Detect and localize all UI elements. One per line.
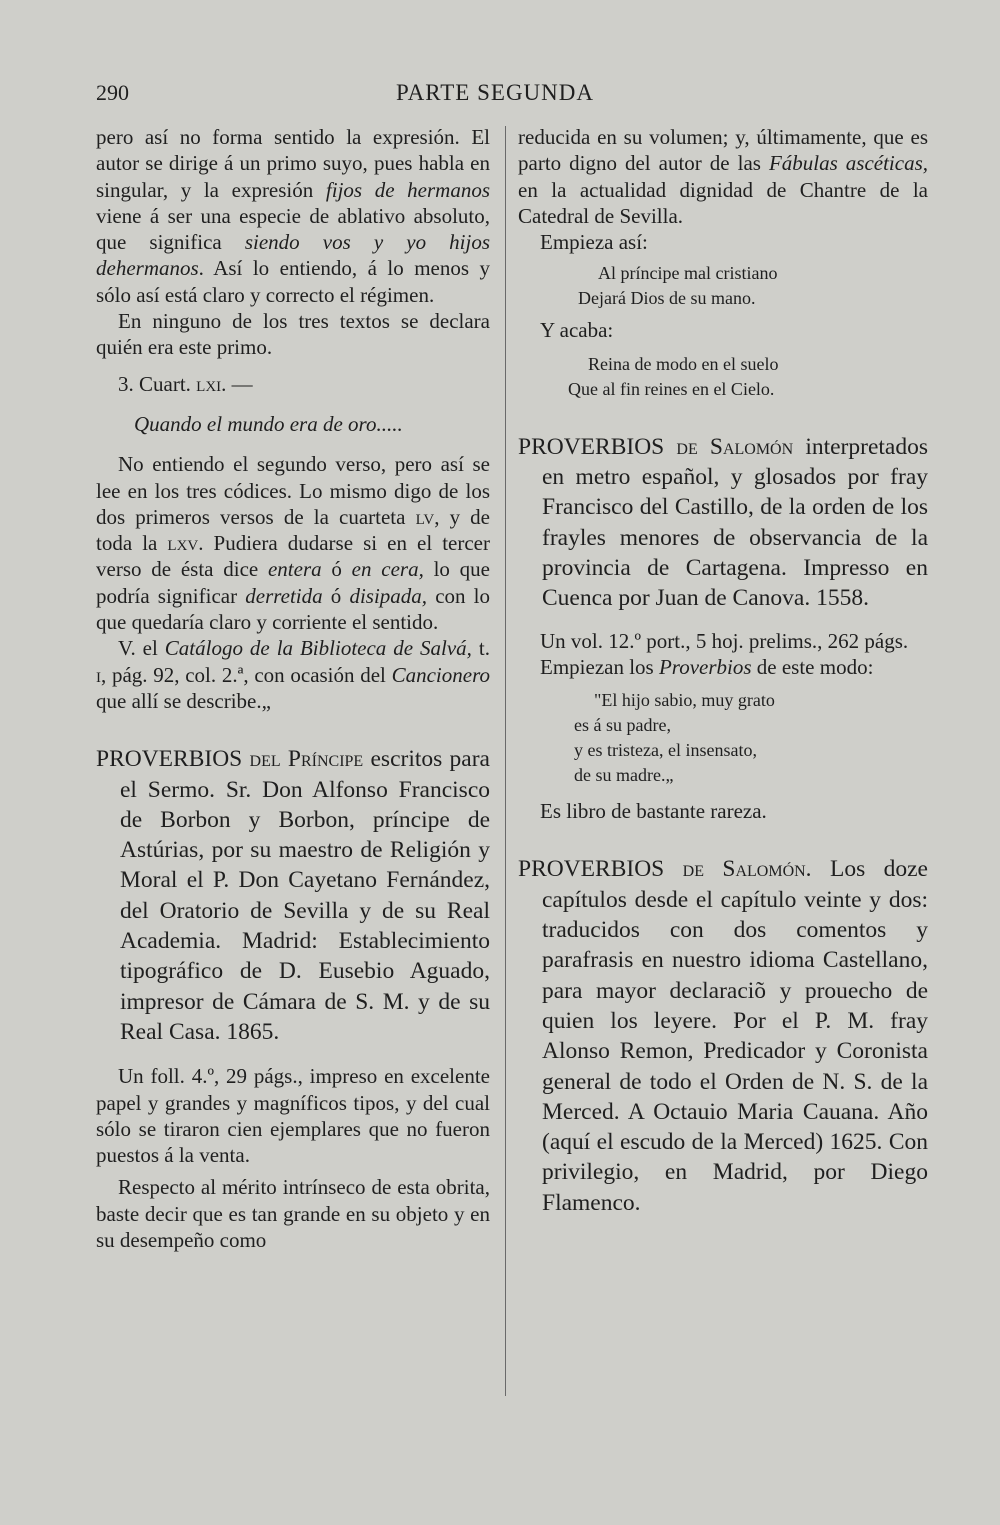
page-number: 290 (96, 80, 129, 105)
left-column (96, 120, 490, 1253)
paragraph: 3. Cuart. lxi. — (118, 371, 253, 396)
entry-description: Un foll. 4.º, 29 págs., impreso en excelente papel y grandes y magníficos tipos, y del cual sólo se tiraron cien ejemplares que no fueron puestos á la venta. (96, 1064, 490, 1168)
catalog-entry: PROVERBIOS de Salomón interpretados en metro español, y glosados por fray Francisco del Castillo, de la orden de los frayles menores de observancia de la provincia de Cartagena. Impresso en Cuenca por Juan de Canova. 1558. (518, 433, 928, 612)
entry-description: Un vol. 12.º port., 5 hoj. prelims., 262 págs. (540, 628, 909, 653)
verse-line: Dejará Dios de su mano. (578, 288, 756, 309)
page-header (96, 80, 626, 114)
column-divider (505, 126, 506, 1396)
paragraph: Empiezan los Proverbios de este modo: (540, 654, 874, 679)
paragraph: Respecto al mérito intrínseco de esta obrita, baste decir que es tan grande en su objeto y en su desempeño como (96, 1175, 490, 1252)
verse-line: y es tristeza, el insensato, (574, 740, 757, 761)
paragraph: Y acaba: (540, 318, 614, 343)
verse-line: de su madre.„ (574, 765, 674, 786)
paragraph: No entiendo el segundo verso, pero así se lee en los tres códices. Lo mismo digo de los dos primeros versos de la cuarteta lv, y de toda la lxv. Pudiera dudarse si en el tercer verso de ésta dice entera ó en cera, lo que podría significar derretida ó disipada, con lo que quedaría claro y corriente el sentido. (96, 452, 491, 635)
verse-line: "El hijo sabio, muy grato (594, 690, 775, 711)
catalog-entry: PROVERBIOS de Salomón. Los doze capítulos desde el capítulo veinte y dos: traducidos con dos comentos y parafrasis en nuestro idioma Castellano, para mayor declaraciõ y prouecho de quien los leyere. Por el P. M. fray Alonso Remon, Predicador y Coronista general de todo el Orden de N. S. de la Merced. A Octauio Maria Cauana. Año (aquí el escudo de la Merced) 1625. Con privilegio, en Madrid, por Diego Flamenco. (518, 856, 928, 1216)
verse-line: Reina de modo en el suelo (588, 353, 779, 374)
quoted-verse: Quando el mundo era de oro..... (134, 411, 403, 436)
paragraph: V. el Catálogo de la Biblioteca de Salvá, t. i, pág. 92, col. 2.ª, con ocasión del Cancionero que allí se describe.„ (96, 636, 490, 713)
verse-line: Al príncipe mal cristiano (598, 263, 778, 284)
paragraph: pero así no forma sentido la expresión. El autor se dirige á un primo suyo, pues habla en singular, y la expresión fijos de hermanos viene á ser una especie de ablativo absoluto, que significa siendo vos y yo hijos dehermanos. Así lo entiendo, á lo menos y sólo así está claro y correcto el régimen. (96, 125, 490, 307)
paragraph: Es libro de bastante rareza. (540, 799, 767, 824)
right-column (518, 120, 928, 1218)
catalog-entry: PROVERBIOS del Príncipe escritos para el Sermo. Sr. Don Alfonso Francisco de Borbon y Borbon, príncipe de Astúrias, por su maestro de Religión y Moral el P. Don Cayetano Fernández, del Oratorio de Sevilla y de su Real Academia. Madrid: Establecimiento tipográfico de D. Eusebio Aguado, impresor de Cámara de S. M. y de su Real Casa. 1865. (96, 746, 490, 1045)
verse-line: Que al fin reines en el Cielo. (568, 378, 775, 399)
running-title: PARTE SEGUNDA (396, 80, 594, 105)
paragraph: reducida en su volumen; y, últimamente, que es parto digno del autor de las Fábulas ascéticas, en la actualidad dignidad de Chantre de la Catedral de Sevilla. (518, 125, 928, 228)
paragraph: En ninguno de los tres textos se declara quién era este primo. (96, 309, 490, 360)
paragraph: Empieza así: (540, 230, 648, 255)
verse-line: es á su padre, (574, 715, 671, 736)
